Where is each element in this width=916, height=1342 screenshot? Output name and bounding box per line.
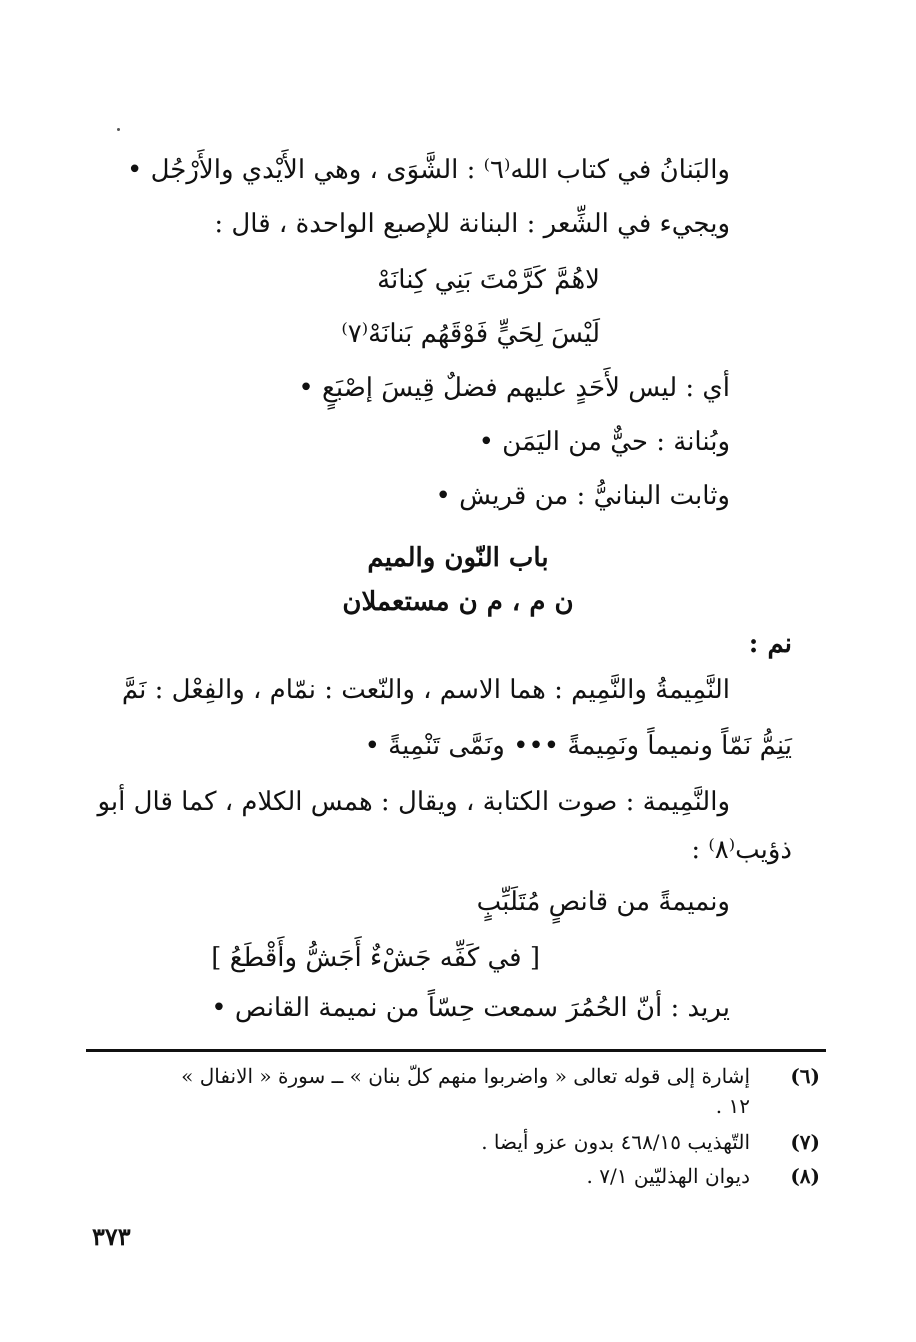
section-title: باب النّون والميم <box>367 543 549 573</box>
text-line: والبَنانُ في كتاب الله⁽٦⁾ : الشَّوَى ، وهي الأَيْدي والأَرْجُل • <box>127 155 730 185</box>
scan-speck <box>117 128 120 131</box>
verse-line: لَيْسَ لِحَيٍّ فَوْقَهُم بَنانَهْ⁽٧⁾ <box>341 319 600 349</box>
footnote-number: (٨) <box>790 1164 820 1188</box>
text-line: النَّمِيمةُ والنَّمِيم : هما الاسم ، والنّعت : نمّام ، والفِعْل : نَمَّ <box>121 675 730 705</box>
text-line: ويجيء في الشِّعر : البنانة للإصبع الواحدة ، قال : <box>214 209 730 239</box>
section-subtitle: ن م ، م ن مستعملان <box>342 587 574 617</box>
footnote-number: (٦) <box>790 1064 820 1088</box>
text-line: والنَّمِيمة : صوت الكتابة ، ويقال : همس الكلام ، كما قال أبو <box>97 787 730 817</box>
text-line: ذؤيب⁽٨⁾ : <box>691 835 792 865</box>
text-line: وبُنانة : حيٌّ من اليَمَن • <box>478 427 730 457</box>
footnote-text: ١٢ . <box>715 1094 750 1118</box>
footnote-number: (٧) <box>790 1130 820 1154</box>
footnote-text: ديوان الهذليّين ٧/١ . <box>586 1164 750 1188</box>
footnote-text: التّهذيب ٤٦٨/١٥ بدون عزو أيضا . <box>481 1130 750 1154</box>
text-line: يريد : أنّ الحُمُرَ سمعت حِسّاً من نميمة القانص • <box>211 993 730 1023</box>
text-line: وثابت البنانيُّ : من قريش • <box>435 481 730 511</box>
verse-line: ونميمةً من قانصٍ مُتَلَبِّبٍ <box>476 887 730 917</box>
entry-head: نم : <box>748 629 792 659</box>
verse-line: لاهُمَّ كَرَّمْتَ بَنِي كِنانَهْ <box>377 265 600 295</box>
page-number: ٣٧٣ <box>92 1222 131 1251</box>
verse-line: [ في كَفِّه جَشْءٌ أَجَشُّ وأَقْطَعُ ] <box>211 943 540 973</box>
text-line: يَنِمُّ نَمّاً ونميماً ونَمِيمةً ••• ونَمَّى تَنْمِيةً • <box>364 731 792 761</box>
footnote-divider <box>86 1049 826 1052</box>
text-line: أي : ليس لأَحَدٍ عليهم فضلٌ قِيسَ إصْبَعٍ • <box>298 373 730 403</box>
footnote-text: إشارة إلى قوله تعالى « واضربوا منهم كلّ بنان » ــ سورة « الانفال » <box>181 1064 750 1088</box>
